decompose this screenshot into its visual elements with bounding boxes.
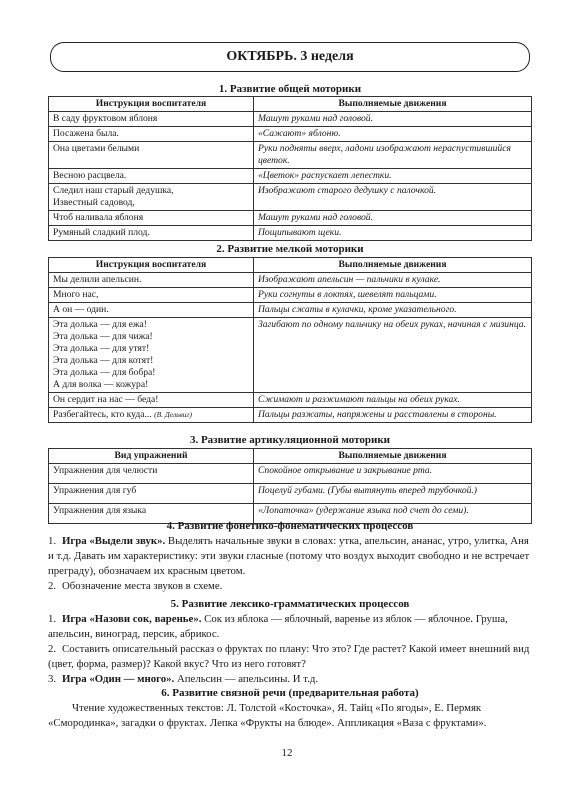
movement-cell: «Цветок» распускает лепестки.	[254, 169, 532, 184]
list-item	[48, 612, 532, 642]
col-header: Выполняемые движения	[254, 97, 532, 112]
exercise-cell: Упражнения для языка	[49, 504, 254, 524]
movement-cell: Загибают по одному пальчику на обеих руках, начиная с мизинца.	[254, 318, 532, 393]
item-text: Выделять начальные звуки в словах: утка, апельсин, ананас, утро, улитка, Аня и т.д. Давать им характеристику: эти звуки гласные (потому что воздух выходит свободно и не встречает преграду), обозначаем их красным цветом.	[48, 535, 530, 577]
instruction-cell	[49, 408, 254, 423]
table-row	[49, 484, 532, 504]
movement-cell: Изображают апельсин — пальчики в кулаке.	[254, 273, 532, 288]
movement-cell: «Сажают» яблоню.	[254, 127, 532, 142]
item-text: Сок из яблока — яблочный, варенье из яблок — яблочное. Груша, апельсин, виноград, персик, абрикос.	[48, 613, 508, 640]
item-bold: Игра «Один — много».	[62, 673, 175, 685]
table-header-row	[49, 258, 532, 273]
section-4-title: 4. Развитие фонетико-фонематических процессов	[166, 520, 414, 532]
table-row	[49, 288, 532, 303]
movement-cell: «Лопаточка» (удержание языка под счет до семи).	[254, 504, 532, 524]
movement-cell: Сжимают и разжимают пальцы на обеих руках.	[254, 393, 532, 408]
instruction-cell: А он — один.	[49, 303, 254, 318]
table-row	[49, 169, 532, 184]
table-row	[49, 184, 532, 211]
movement-cell: Поцелуй губами. (Губы вытянуть вперед трубочкой.)	[254, 484, 532, 504]
section-5-title: 5. Развитие лексико-грамматических процессов	[170, 598, 410, 610]
instruction-cell: Посажена была.	[49, 127, 254, 142]
table-row	[49, 393, 532, 408]
movement-cell: Изображают старого дедушку с палочкой.	[254, 184, 532, 211]
instruction-cell: Мы делили апельсин.	[49, 273, 254, 288]
instruction-cell: В саду фруктовом яблоня	[49, 112, 254, 127]
table-row	[49, 303, 532, 318]
movement-cell: Пощипывают щеки.	[254, 226, 532, 241]
instruction-cell: Он сердит на нас — беда!	[49, 393, 254, 408]
col-header: Инструкция воспитателя	[49, 258, 254, 273]
item-text: Апельсин — апельсины. И т.д.	[174, 673, 319, 685]
table-row	[49, 408, 532, 423]
item-text: Обозначение места звуков в схеме.	[62, 580, 223, 592]
movement-cell: Машут руками над головой.	[254, 112, 532, 127]
instruction-cell: Эта долька — для ежа! Эта долька — для чижа! Эта долька — для утят! Эта долька — для котят! Эта долька — для бобра! А для волка — кожура!	[49, 318, 254, 393]
item-number: 2.	[48, 580, 57, 592]
list-item	[48, 579, 532, 594]
list-item	[48, 534, 532, 579]
col-header: Вид упражнений	[49, 449, 254, 464]
movement-cell: Пальцы сжаты в кулачки, кроме указательного.	[254, 303, 532, 318]
section-5-body	[48, 612, 532, 687]
instruction-cell: Много нас,	[49, 288, 254, 303]
item-bold: Игра «Назови сок, варенье».	[62, 613, 202, 625]
list-item	[48, 672, 532, 687]
instruction-cell: Чтоб наливала яблоня	[49, 211, 254, 226]
list-item	[48, 642, 532, 672]
table-articulation	[48, 448, 532, 524]
section-4-body	[48, 534, 532, 594]
col-header: Инструкция воспитателя	[49, 97, 254, 112]
item-number: 3.	[48, 673, 57, 685]
table-row	[49, 226, 532, 241]
exercise-cell: Упражнения для губ	[49, 484, 254, 504]
section-6-title: 6. Развитие связной речи (предварительная работа)	[161, 687, 419, 699]
table-row	[49, 127, 532, 142]
table-row	[49, 211, 532, 226]
item-number: 2.	[48, 643, 57, 655]
exercise-cell: Упражнения для челюсти	[49, 464, 254, 484]
author-credit: (В. Дельвиг)	[154, 410, 192, 419]
table-header-row	[49, 449, 532, 464]
item-number: 1.	[48, 613, 57, 625]
movement-cell: Машут руками над головой.	[254, 211, 532, 226]
section-6-body: Чтение художественных текстов: Л. Толстой «Косточка», Я. Тайц «По ягоды», Е. Пермяк «Смородинка», загадки о фруктах. Лепка «Фрукты на блюде». Аппликация «Ваза с фруктами».	[48, 702, 487, 729]
section-2-title: 2. Развитие мелкой моторики	[216, 243, 364, 255]
item-bold: Игра «Выдели звук».	[62, 535, 166, 547]
table-row	[49, 464, 532, 484]
table-row	[49, 318, 532, 393]
page-number: 12	[281, 747, 293, 759]
item-number: 1.	[48, 535, 57, 547]
col-header: Выполняемые движения	[254, 449, 532, 464]
movement-cell: Руки подняты вверх, ладони изображают нераспустившийся цветок.	[254, 142, 532, 169]
item-text: Составить описательный рассказ о фруктах по плану: Что это? Где растет? Какой имеет внешний вид (цвет, форма, размер)? Какой вкус? Что из него готовят?	[48, 643, 530, 670]
col-header: Выполняемые движения	[254, 258, 532, 273]
instruction-cell: Она цветами белыми	[49, 142, 254, 169]
movement-cell: Руки согнуты в локтях, шевелят пальцами.	[254, 288, 532, 303]
table-row	[49, 142, 532, 169]
section-1-title: 1. Развитие общей моторики	[218, 83, 362, 95]
movement-cell: Спокойное открывание и закрывание рта.	[254, 464, 532, 484]
table-general-motor	[48, 96, 532, 241]
instruction-cell: Весною расцвела.	[49, 169, 254, 184]
page-header: ОКТЯБРЬ. 3 неделя	[50, 42, 530, 72]
table-row	[49, 273, 532, 288]
table-fine-motor	[48, 257, 532, 423]
movement-cell: Пальцы разжаты, напряжены и расставлены в стороны.	[254, 408, 532, 423]
table-header-row	[49, 97, 532, 112]
table-row	[49, 112, 532, 127]
instruction-text: Разбегайтесь, кто куда...	[53, 409, 152, 420]
section-3-title: 3. Развитие артикуляционной моторики	[189, 434, 391, 446]
instruction-cell: Румяный сладкий плод.	[49, 226, 254, 241]
instruction-cell: Следил наш старый дедушка, Известный садовод,	[49, 184, 254, 211]
